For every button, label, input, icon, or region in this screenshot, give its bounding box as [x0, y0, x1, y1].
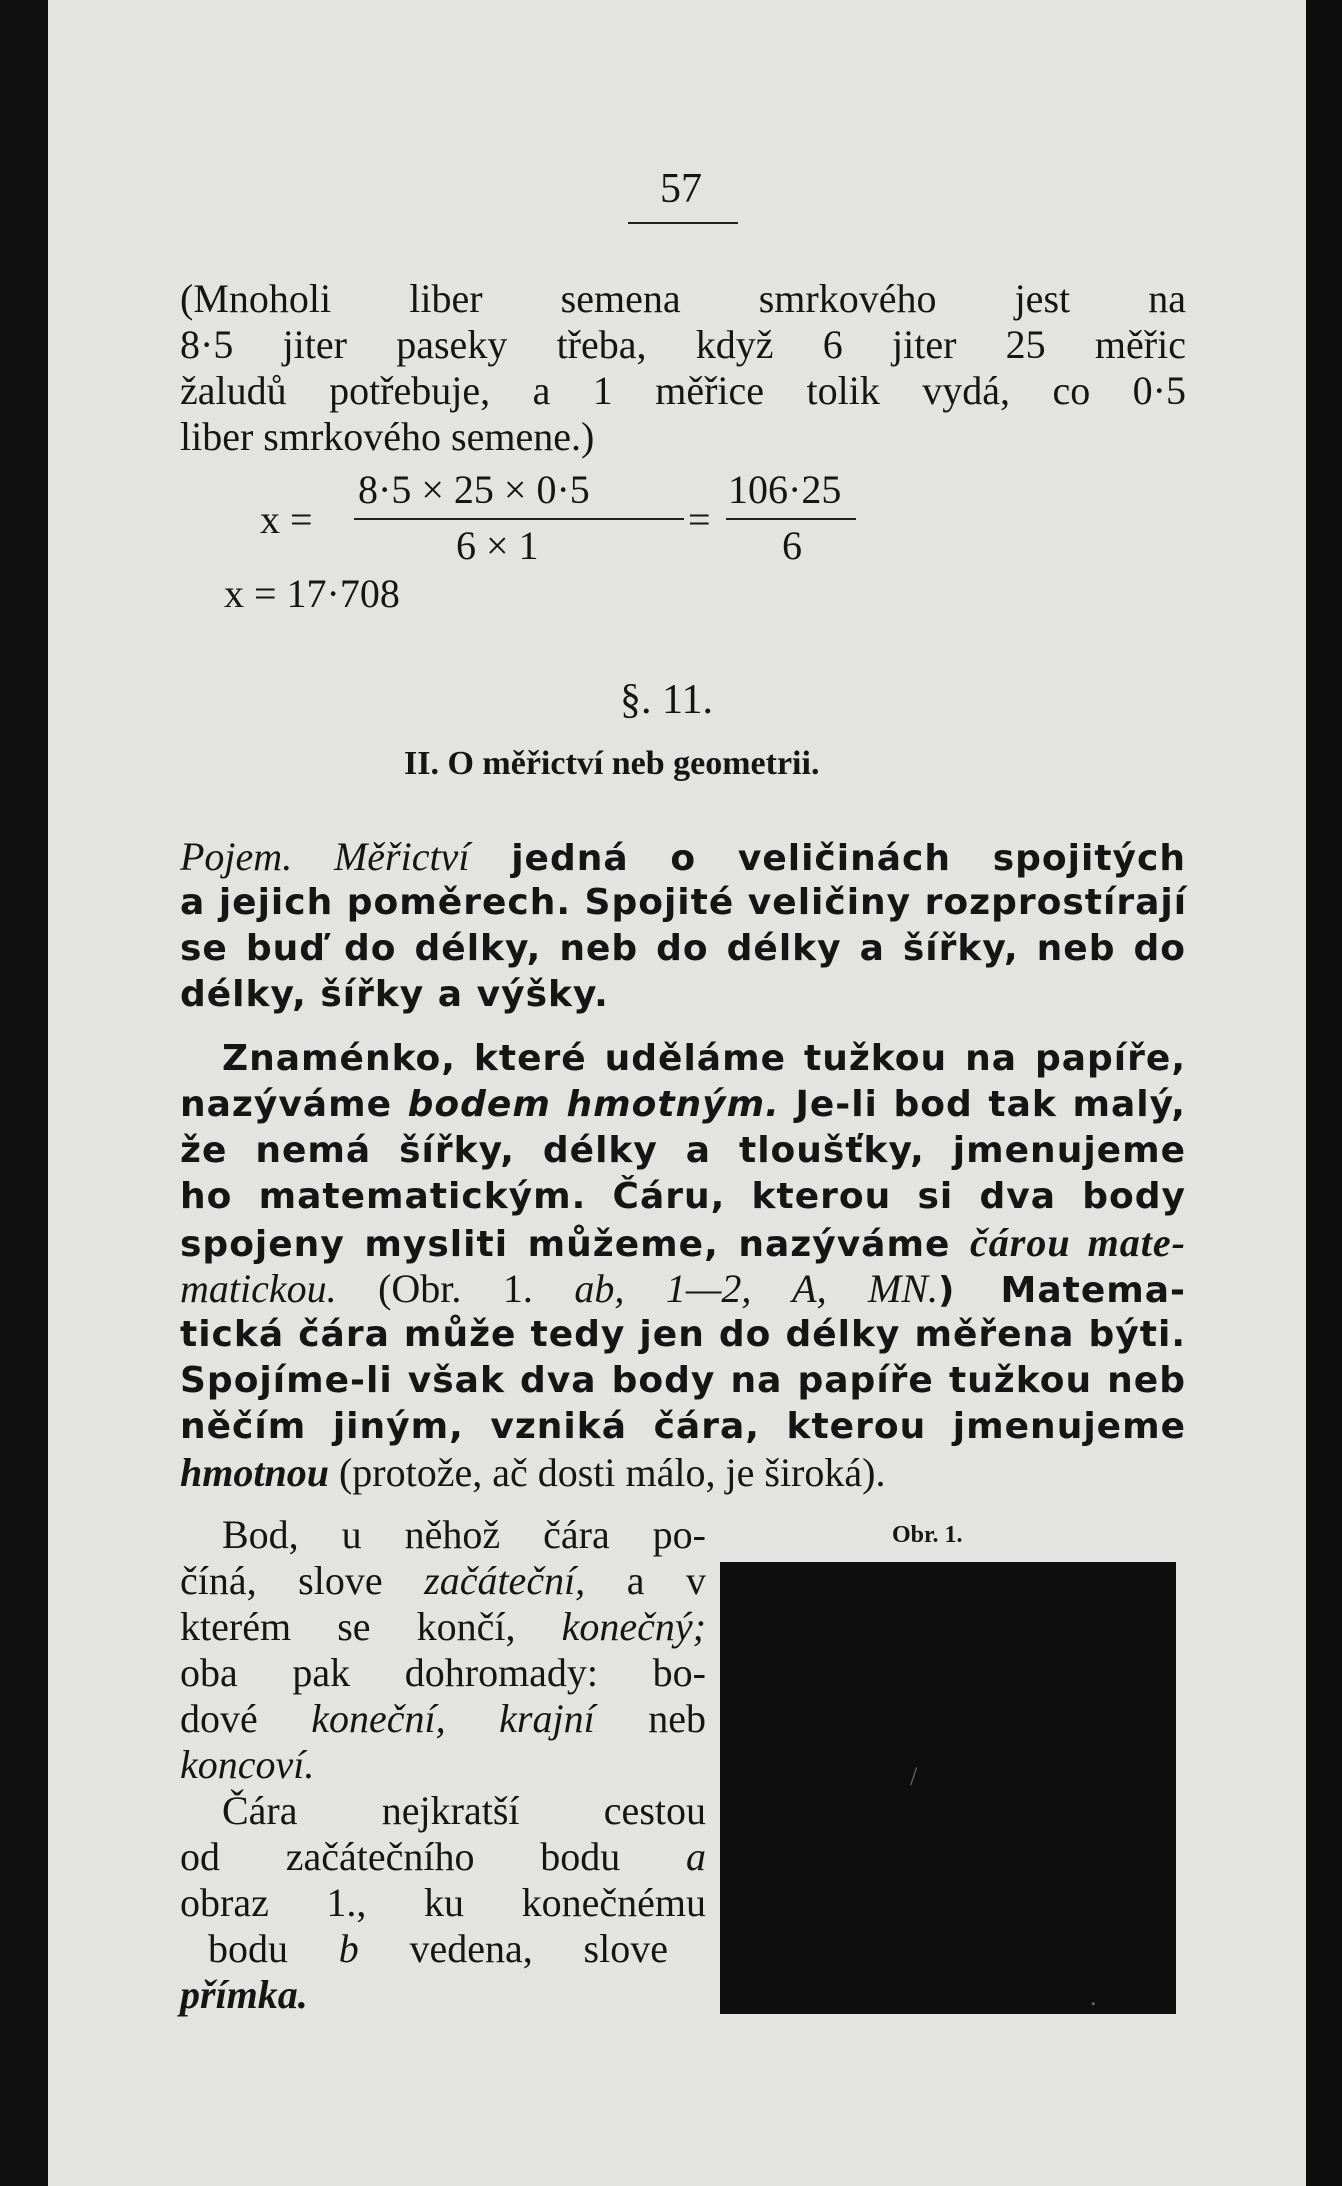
para3-line-5-c: neb	[648, 1696, 706, 1741]
para2-line-3: že nemá šířky, délky a tloušťky, jmenujeme	[180, 1130, 1186, 1171]
para3-line-5	[180, 1696, 706, 1742]
para2-line-6-d: ) Matema-	[938, 1270, 1186, 1311]
figure-1-image	[720, 1562, 1176, 2014]
para2-line-8: Spojíme-li však dva body na papíře tužkou neb	[180, 1360, 1186, 1401]
problem-line-1: (Mnoholi liber semena smrkového jest na	[180, 276, 1186, 321]
para2-line-2	[180, 1082, 1186, 1128]
para3-line-5-a: dové	[180, 1696, 258, 1741]
term-pojem: Pojem.	[180, 834, 293, 879]
problem-line-3: žaludů potřebuje, a 1 měřice tolik vydá, co 0·5	[180, 368, 1186, 413]
para2-line-5-a: spojeny mysliti můžeme, nazýváme	[180, 1224, 951, 1265]
equation-fraction-bar	[354, 518, 684, 520]
term-hmotnou: hmotnou	[180, 1450, 329, 1495]
para2-line-7: tická čára může tedy jen do délky měřena býti.	[180, 1314, 1186, 1355]
para3-line-2-a: číná, slove	[180, 1558, 383, 1603]
page-number: 57	[660, 166, 702, 212]
equation-numerator-2: 106·25	[728, 467, 842, 512]
equation-lhs: x =	[260, 497, 313, 542]
para3-line-3-a: kterém se končí,	[180, 1604, 516, 1649]
page-number-rule	[628, 222, 738, 224]
point-b: b	[338, 1926, 359, 1971]
para4-line-2	[180, 1834, 706, 1880]
problem-line-4: liber smrkového semene.)	[180, 414, 595, 459]
para3-line-2-c: a v	[626, 1558, 706, 1603]
para4-line-4	[208, 1926, 668, 1972]
equation-denominator: 6 × 1	[456, 523, 539, 568]
para3-line-3	[180, 1604, 706, 1650]
equation-equals: =	[688, 497, 711, 542]
para2-line-5	[180, 1220, 1186, 1268]
para2-line-2-c: Je-li bod tak malý,	[795, 1084, 1186, 1125]
para3-line-6: koncoví.	[180, 1742, 315, 1787]
para2-line-1: Znaménko, které uděláme tužkou na papíře,	[222, 1038, 1186, 1079]
scan-left-edge	[0, 0, 48, 2186]
equation-numerator: 8·5 × 25 × 0·5	[358, 467, 590, 512]
term-primka: přímka.	[180, 1972, 308, 2017]
para4-line-4-a: bodu	[208, 1926, 288, 1971]
para1-line-4: délky, šířky a výšky.	[180, 974, 609, 1015]
figure-mark: .	[1090, 1982, 1097, 2011]
term-carou-mate: čárou mate-	[970, 1220, 1186, 1265]
book-page	[48, 0, 1306, 2186]
term-zacatecni: začáteční,	[424, 1558, 586, 1603]
term-konecni-krajni: koneční, krajní	[311, 1696, 595, 1741]
section-number: §. 11.	[620, 677, 713, 723]
para1-line-3: se buď do délky, neb do délky a šířky, neb do	[180, 928, 1186, 969]
para3-line-2	[180, 1558, 706, 1604]
para2-line-2-a: nazýváme	[180, 1084, 393, 1125]
point-a: a	[686, 1834, 706, 1879]
term-bodem-hmotnym: bodem hmotným.	[407, 1084, 780, 1125]
scan-right-edge	[1306, 0, 1342, 2186]
figure-caption: Obr. 1.	[892, 1522, 963, 1548]
para4-line-1: Čára nejkratší cestou	[222, 1788, 706, 1833]
para2-line-10	[180, 1450, 1186, 1496]
section-heading: II. O měřictví neb geometrii.	[404, 745, 820, 782]
para1-line-1-text: jedná o veličinách spojitých	[511, 838, 1186, 879]
para3-line-4: oba pak dohromady: bo-	[180, 1650, 706, 1695]
figure-mark: /	[910, 1762, 918, 1791]
para4-line-2-a: od začátečního bodu	[180, 1834, 621, 1879]
para4-line-3: obraz 1., ku konečnému	[180, 1880, 706, 1925]
figure-labels: ab, 1—2, A, MN.	[574, 1266, 939, 1311]
para2-line-6-b: (Obr. 1.	[378, 1266, 533, 1311]
para3-line-1: Bod, u něhož čára po-	[222, 1512, 706, 1557]
para2-line-10-b: (protože, ač dosti málo, je široká).	[338, 1450, 886, 1495]
term-matickou: matickou.	[180, 1266, 337, 1311]
para2-line-4: ho matematickým. Čáru, kterou si dva body	[180, 1176, 1186, 1217]
para2-line-6	[180, 1266, 1186, 1314]
equation-fraction-bar-2	[726, 518, 856, 520]
term-merictvi: Měřictví	[333, 834, 470, 879]
para4-line-4-c: vedena, slove	[409, 1926, 668, 1971]
equation-denominator-2: 6	[782, 523, 802, 568]
term-konecny: konečný;	[561, 1604, 706, 1649]
para2-line-9: něčím jiným, vzniká čára, kterou jmenujeme	[180, 1406, 1186, 1447]
para1-line-2: a jejich poměrech. Spojité veličiny rozprostírají	[180, 882, 1188, 923]
problem-line-2: 8·5 jiter paseky třeba, když 6 jiter 25 měřic	[180, 322, 1186, 367]
equation-result: x = 17·708	[224, 571, 400, 616]
para1-line-1	[180, 834, 1186, 882]
